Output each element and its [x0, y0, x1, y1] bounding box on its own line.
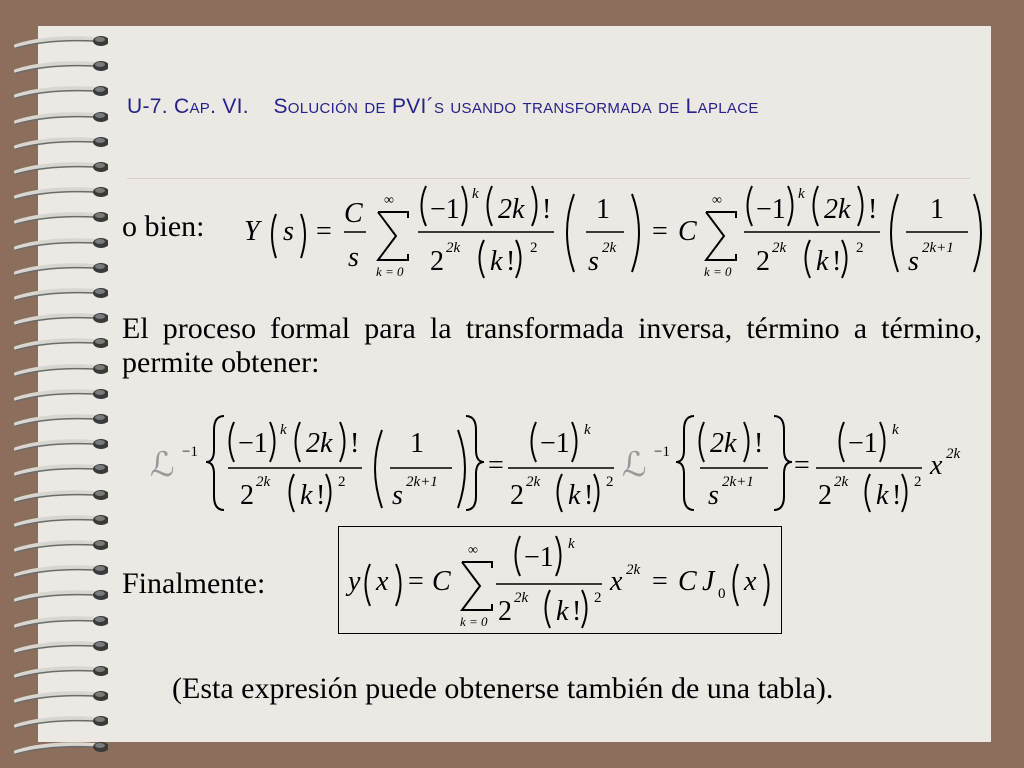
inv-equals: = — [488, 450, 504, 481]
spiral-ring — [8, 30, 108, 52]
equation-result-bessel — [344, 530, 780, 632]
inv-s: s — [392, 480, 403, 511]
spiral-ring — [8, 106, 108, 128]
laplace-inverse-exp: −1 — [182, 444, 198, 460]
math-factorial-2: ! — [506, 246, 516, 277]
math-factorial-3: ! — [868, 194, 878, 225]
spiral-ring — [8, 610, 108, 632]
res-sum-lower: k = 0 — [460, 614, 488, 629]
intro-label: o bien: — [122, 210, 205, 243]
inv2-exp-2k: 2k — [834, 474, 849, 490]
math-factorial-4: ! — [832, 246, 842, 277]
inv2-s: s — [708, 480, 719, 511]
chapter-label: Cap. VI. — [174, 95, 249, 118]
math-s: s — [283, 216, 294, 247]
inv-res-exp-2k: 2k — [526, 474, 541, 490]
inv-exp-2k: 2k — [256, 474, 271, 490]
exp-k-2: k — [798, 186, 805, 202]
res-J-subscript: 0 — [718, 586, 726, 602]
inv-one: 1 — [410, 428, 424, 459]
res-neg-one: −1 — [524, 542, 554, 573]
inv-res-exp-square: 2 — [606, 474, 614, 490]
exp-square: 2 — [530, 240, 538, 256]
spiral-ring — [8, 534, 108, 556]
math-s-pow-2: s — [908, 246, 919, 277]
inv2-exp-square: 2 — [914, 474, 922, 490]
spiral-ring — [8, 332, 108, 354]
inv-neg-one: −1 — [238, 428, 268, 459]
math-2k-2: 2k — [824, 194, 851, 225]
math-C-2: C — [678, 216, 697, 247]
exp-k: k — [472, 186, 479, 202]
spiral-ring — [8, 408, 108, 430]
math-equals-2: = — [652, 216, 668, 247]
math-neg-one-2: −1 — [756, 194, 786, 225]
res-x: x — [376, 566, 389, 597]
math-k-2: k — [816, 246, 829, 277]
spiral-ring — [8, 635, 108, 657]
res-C: C — [432, 566, 451, 597]
spiral-ring — [8, 156, 108, 178]
spiral-ring — [8, 685, 108, 707]
math-two: 2 — [430, 246, 444, 277]
inv-res-factorial: ! — [584, 480, 594, 511]
spiral-ring — [8, 282, 108, 304]
math-one-2: 1 — [930, 194, 944, 225]
laplace-symbol-2: ℒ — [622, 447, 647, 484]
res-y: y — [348, 566, 361, 597]
sum-lower-limit: k = 0 — [376, 264, 404, 279]
inv-factorial: ! — [350, 428, 360, 459]
inv-factorial-2: ! — [316, 480, 326, 511]
slide-header — [127, 95, 987, 119]
res-C-2: C — [678, 566, 697, 597]
inv-exp-2k1: 2k+1 — [406, 474, 438, 490]
inv2-k: k — [876, 480, 889, 511]
spiral-ring — [8, 358, 108, 380]
spiral-ring — [8, 660, 108, 682]
unit-label: U-7. — [127, 95, 168, 118]
slide-title: Solución de PVI´s usando transformada de Laplace — [273, 95, 759, 118]
laplace-symbol: ℒ — [150, 447, 175, 484]
slide-sheet — [38, 26, 991, 742]
res-x-arg: x — [744, 566, 757, 597]
inv2-neg-one: −1 — [848, 428, 878, 459]
explanation-paragraph: El proceso formal para la transformada inversa, término a término, permite obtener: — [122, 312, 982, 379]
inv2-x: x — [930, 450, 943, 481]
inv2-2k: 2k — [710, 428, 737, 459]
res-k: k — [556, 596, 569, 627]
spiral-ring — [8, 232, 108, 254]
spiral-ring — [8, 484, 108, 506]
inv-exp-k: k — [280, 422, 287, 438]
spiral-ring — [8, 458, 108, 480]
exp-2k-c: 2k — [772, 240, 787, 256]
inv-res-two: 2 — [510, 480, 524, 511]
math-Y: Y — [244, 216, 260, 247]
res-sum-upper: ∞ — [468, 543, 478, 558]
math-factorial: ! — [542, 194, 552, 225]
equation-inverse-laplace — [148, 410, 973, 514]
spiral-ring — [8, 206, 108, 228]
spiral-ring — [8, 257, 108, 279]
inv2-two: 2 — [818, 480, 832, 511]
inv2-factorial: ! — [754, 428, 764, 459]
inv2-exp-2k-x: 2k — [946, 446, 961, 462]
sum-upper-limit-2: ∞ — [712, 193, 722, 208]
inv-res-neg-one: −1 — [540, 428, 570, 459]
inv-res-exp-k: k — [584, 422, 591, 438]
spiral-ring — [8, 584, 108, 606]
inv-2k: 2k — [306, 428, 333, 459]
spiral-ring — [8, 307, 108, 329]
math-k: k — [490, 246, 503, 277]
res-equals-2: = — [652, 566, 668, 597]
spiral-ring — [8, 55, 108, 77]
res-exp-k: k — [568, 536, 575, 552]
sum-lower-limit-2: k = 0 — [704, 264, 732, 279]
exp-2k1: 2k+1 — [922, 240, 954, 256]
laplace-inverse-exp-2: −1 — [654, 444, 670, 460]
equation-series-Y — [240, 176, 985, 284]
res-factorial: ! — [572, 596, 582, 627]
math-s-pow: s — [588, 246, 599, 277]
res-x-pow: x — [610, 566, 623, 597]
res-exp-square: 2 — [594, 590, 602, 606]
inv-res-k: k — [568, 480, 581, 511]
spiral-ring — [8, 559, 108, 581]
math-s-denominator: s — [348, 242, 359, 273]
res-exp-2k-x: 2k — [626, 562, 641, 578]
sum-upper-limit: ∞ — [384, 193, 394, 208]
inv-exp-square: 2 — [338, 474, 346, 490]
spiral-ring — [8, 736, 108, 758]
math-one: 1 — [596, 194, 610, 225]
inv2-exp-k: k — [892, 422, 899, 438]
res-equals: = — [408, 566, 424, 597]
spiral-ring — [8, 383, 108, 405]
inv2-equals: = — [794, 450, 810, 481]
exp-2k-b: 2k — [602, 240, 617, 256]
inv-k: k — [300, 480, 313, 511]
math-C: C — [344, 198, 363, 229]
spiral-binding — [0, 0, 120, 768]
closing-note: (Esta expresión puede obtenerse también de una tabla). — [172, 672, 834, 705]
res-exp-2k: 2k — [514, 590, 529, 606]
inv-two: 2 — [240, 480, 254, 511]
spiral-ring — [8, 509, 108, 531]
spiral-ring — [8, 710, 108, 732]
exp-square-2: 2 — [856, 240, 864, 256]
final-label: Finalmente: — [122, 567, 266, 600]
inv2-factorial-2: ! — [892, 480, 902, 511]
spiral-ring — [8, 181, 108, 203]
res-J: J — [702, 566, 715, 597]
math-equals: = — [316, 216, 332, 247]
inv2-exp-2k1: 2k+1 — [722, 474, 754, 490]
spiral-ring — [8, 80, 108, 102]
res-two: 2 — [498, 596, 512, 627]
math-neg-one: −1 — [430, 194, 460, 225]
spiral-ring — [8, 131, 108, 153]
math-two-2: 2 — [756, 246, 770, 277]
spiral-ring — [8, 433, 108, 455]
math-2k: 2k — [498, 194, 525, 225]
exp-2k: 2k — [446, 240, 461, 256]
